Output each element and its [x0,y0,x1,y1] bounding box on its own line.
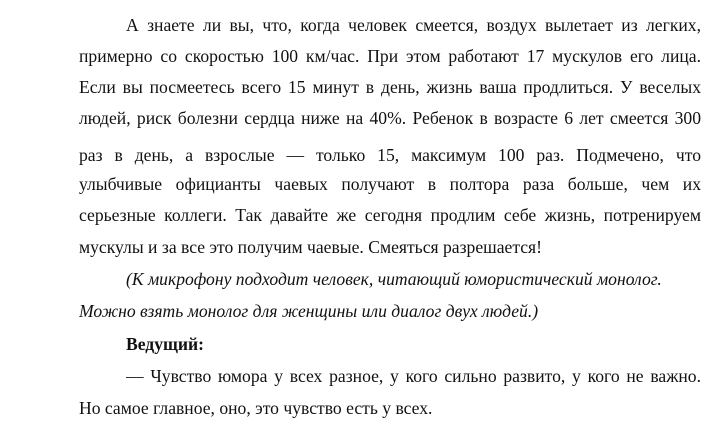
paragraph1-line-1: А знаете ли вы, что, когда человек смеется, воздух вылетает из легких, [126,15,701,35]
paragraph1-line-3: Если вы посмеетесь всего 15 минут в день, жизнь ваша продлиться. У веселых [79,77,701,97]
paragraph1-line-8: мускулы и за все это получим чаевые. Смеяться разрешается! [79,237,542,257]
stage-direction-line-1: (К микрофону подходит человек, читающий юмористический монолог. [126,269,662,289]
paragraph2-line-1: — Чувство юмора у всех разное, у кого сильно развито, у кого не важно. [126,366,701,386]
speaker-label: Ведущий: [126,334,204,354]
paragraph1-line-6: улыбчивые официанты чаевых получают в полтора раза больше, чем их [79,174,701,194]
stage-direction-line-2: Можно взять монолог для женщины или диалог двух людей.) [79,301,539,321]
paragraph1-line-2: примерно со скоростью 100 км/час. При этом работают 17 мускулов его лица. [79,46,701,66]
paragraph1-line-4: людей, риск болезни сердца ниже на 40%. Ребенок в возрасте 6 лет смеется 300 [79,108,701,128]
paragraph1-line-7: серьезные коллеги. Так давайте же сегодня продлим себе жизнь, потренируем [79,205,701,225]
paragraph1-line-5: раз в день, а взрослые — только 15, максимум 100 раз. Подмечено, что [79,145,701,165]
paragraph2-line-2: Но самое главное, оно, это чувство есть у всех. [79,398,433,418]
